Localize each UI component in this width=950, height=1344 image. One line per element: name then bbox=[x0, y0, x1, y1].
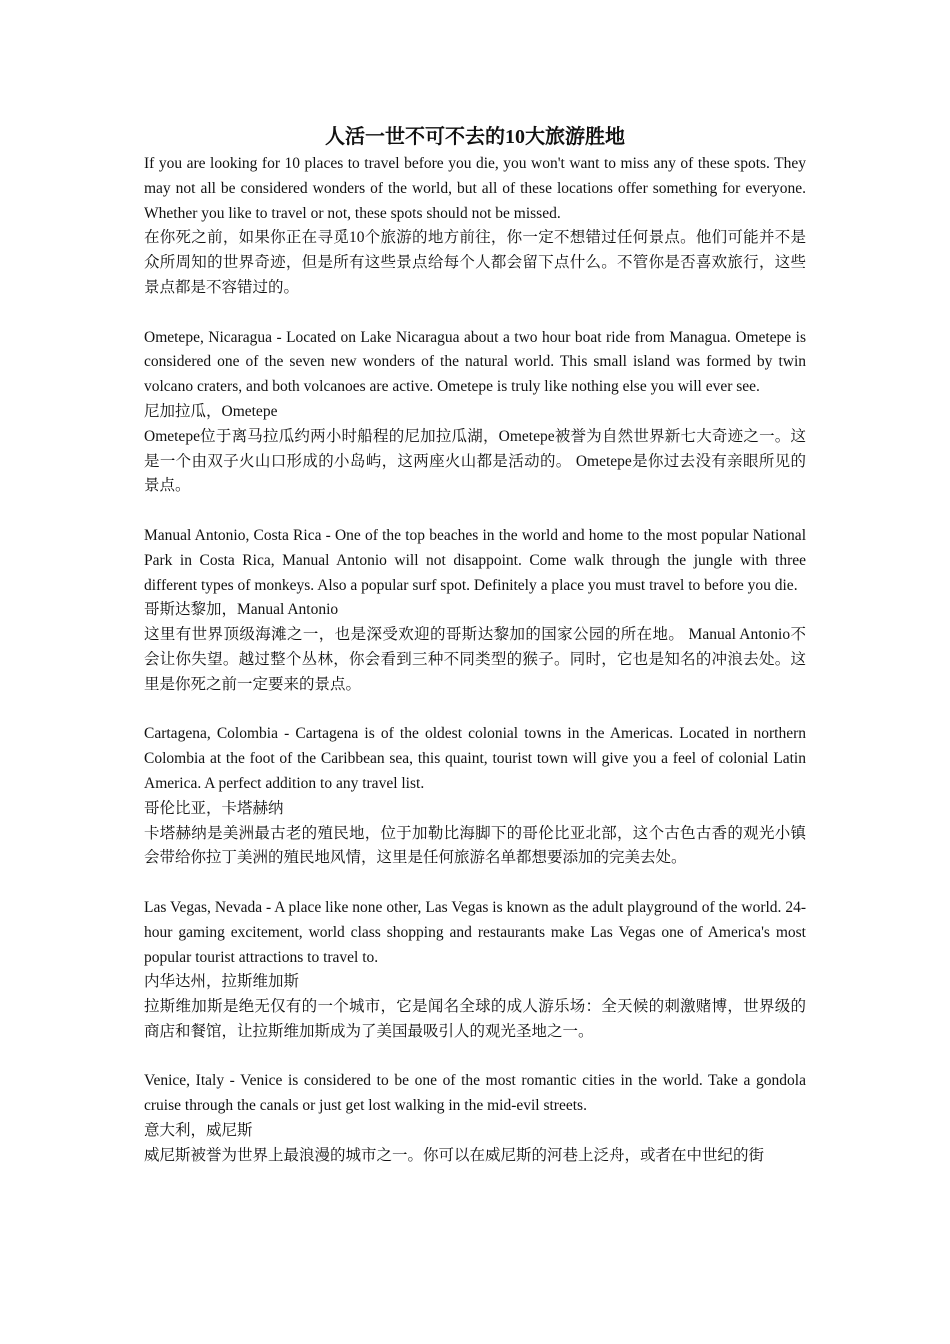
place-manual-antonio-chinese: 这里有世界顶级海滩之一，也是深受欢迎的哥斯达黎加的国家公园的所在地。 Manual Antonio不会让你失望。越过整个丛林，你会看到三种不同类型的猴子。同时，它也是知名的冲浪去处。这里是你死之前一定要来的景点。 bbox=[144, 626, 806, 693]
paragraph-spacer bbox=[144, 499, 806, 524]
place-manual-antonio-english: Manual Antonio, Costa Rica - One of the top beaches in the world and home to the most popular National Park in Costa Rica, Manual Antonio will not disappoint. Come walk through the jungle with three different types of monkeys. Also a popular surf spot. Definitely a place you must travel to before you die. bbox=[144, 526, 806, 594]
place-las-vegas-chinese: 拉斯维加斯是绝无仅有的一个城市，它是闻名全球的成人游乐场：全天候的刺激赌博，世界级的商店和餐馆，让拉斯维加斯成为了美国最吸引人的观光圣地之一。 bbox=[144, 998, 806, 1040]
place-venice-chinese: 威尼斯被誉为世界上最浪漫的城市之一。你可以在威尼斯的河巷上泛舟，或者在中世纪的街 bbox=[144, 1146, 765, 1164]
place-ometepe-english: Ometepe, Nicaragua - Located on Lake Nicaragua about a two hour boat ride from Managua. Ometepe is considered one of the seven new wonders of the natural world. This small island was formed by twin volcano craters, and both volcanoes are active. Ometepe is truly like nothing else you will ever see. bbox=[144, 328, 806, 396]
place-ometepe-chinese: Ometepe位于离马拉瓜约两小时船程的尼加拉瓜湖，Ometepe被誉为自然世界新七大奇迹之一。这是一个由双子火山口形成的小岛屿，这两座火山都是活动的。 Ometepe是你过去没有亲眼所见的景点。 bbox=[144, 427, 806, 495]
intro-chinese: 在你死之前，如果你正在寻觅10个旅游的地方前往，你一定不想错过任何景点。他们可能并不是众所周知的世界奇迹，但是所有这些景点给每个人都会留下点什么。不管你是否喜欢旅行，这些景点都是不容错过的。 bbox=[144, 229, 806, 296]
paragraph-spacer bbox=[144, 698, 806, 723]
intro-english: If you are looking for 10 places to travel before you die, you won't want to miss any of these spots. They may not all be considered wonders of the world, but all of these locations offer something for everyone. Whether you like to travel or not, these spots should not be missed. bbox=[144, 155, 806, 222]
paragraph-spacer bbox=[144, 301, 806, 326]
document-page bbox=[144, 122, 806, 1169]
paragraph-spacer bbox=[144, 1045, 806, 1070]
place-cartagena-english: Cartagena, Colombia - Cartagena is of the oldest colonial towns in the Americas. Located in northern Colombia at the foot of the Caribbean sea, this quaint, tourist town will give you a feel of colonial Latin America. A perfect addition to any travel list. bbox=[144, 725, 806, 792]
place-ometepe-chinese-name: 尼加拉瓜，Ometepe bbox=[144, 402, 278, 420]
place-las-vegas-chinese-name: 内华达州，拉斯维加斯 bbox=[144, 973, 300, 991]
place-cartagena-chinese: 卡塔赫纳是美洲最古老的殖民地，位于加勒比海脚下的哥伦比亚北部，这个古色古香的观光小镇会带给你拉丁美洲的殖民地风情，这里是任何旅游名单都想要添加的完美去处。 bbox=[144, 824, 806, 867]
place-venice-english: Venice, Italy - Venice is considered to be one of the most romantic cities in the world. Take a gondola cruise through the canals or just get lost walking in the mid-evil streets. bbox=[144, 1072, 806, 1115]
paragraph-spacer bbox=[144, 871, 806, 896]
place-manual-antonio-chinese-name: 哥斯达黎加，Manual Antonio bbox=[144, 601, 339, 619]
document-title: 人活一世不可不去的10大旅游胜地 bbox=[325, 126, 625, 148]
place-venice-chinese-name: 意大利，威尼斯 bbox=[144, 1122, 253, 1140]
place-cartagena-chinese-name: 哥伦比亚，卡塔赫纳 bbox=[144, 799, 284, 817]
place-las-vegas-english: Las Vegas, Nevada - A place like none other, Las Vegas is known as the adult playground of the world. 24-hour gaming excitement, world class shopping and restaurants make Las Vegas one of America's most popular tourist attractions to travel to. bbox=[144, 898, 806, 966]
